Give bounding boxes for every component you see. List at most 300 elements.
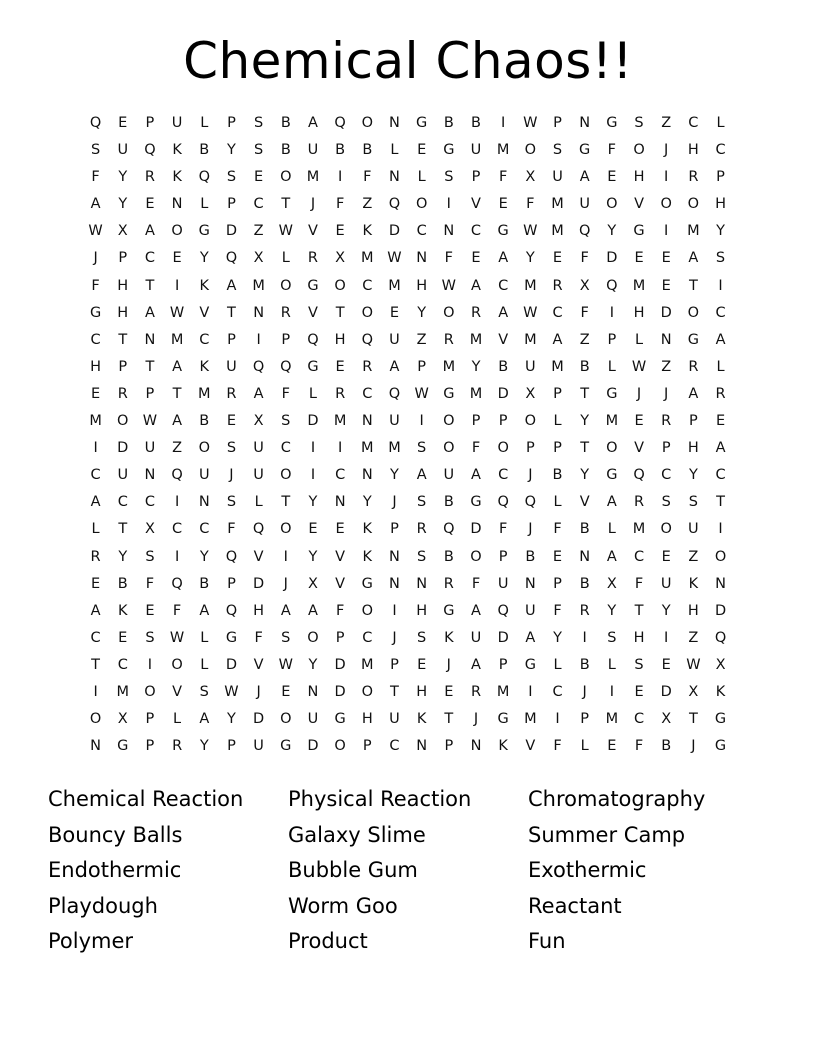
grid-cell[interactable]: Q (388, 196, 401, 213)
grid-cell[interactable]: Y (118, 548, 128, 565)
grid-cell[interactable]: P (227, 115, 236, 131)
grid-cell[interactable]: B (443, 115, 454, 131)
grid-cell[interactable]: A (416, 467, 427, 484)
grid-cell[interactable]: O (606, 196, 618, 213)
grid-cell[interactable]: B (199, 142, 210, 159)
grid-cell[interactable]: E (417, 656, 427, 673)
grid-cell[interactable]: E (552, 250, 563, 267)
grid-cell[interactable]: F (498, 169, 508, 186)
grid-cell[interactable]: M (388, 277, 401, 294)
grid-cell[interactable]: M (524, 277, 537, 294)
word-list-item[interactable]: Chromatography (528, 787, 706, 811)
grid-cell[interactable]: E (389, 304, 400, 321)
grid-cell[interactable]: L (200, 115, 209, 131)
grid-cell[interactable]: C (552, 683, 563, 700)
grid-cell[interactable]: N (660, 331, 672, 348)
grid-cell[interactable]: X (144, 521, 155, 538)
grid-cell[interactable]: E (145, 602, 155, 619)
grid-cell[interactable]: Q (633, 467, 645, 484)
grid-cell[interactable]: J (392, 494, 397, 511)
grid-cell[interactable]: G (416, 115, 428, 131)
grid-cell[interactable]: D (225, 656, 238, 673)
grid-cell[interactable]: Z (579, 331, 590, 348)
grid-cell[interactable]: P (145, 115, 155, 131)
grid-cell[interactable]: K (362, 521, 373, 538)
word-list-item[interactable]: Summer Camp (528, 822, 686, 847)
grid-cell[interactable]: U (226, 358, 237, 375)
grid-cell[interactable]: L (200, 656, 209, 673)
grid-cell[interactable]: O (171, 656, 183, 673)
grid-cell[interactable]: W (387, 250, 402, 267)
grid-cell[interactable]: C (715, 142, 726, 159)
grid-cell[interactable]: S (254, 142, 264, 159)
grid-cell[interactable]: W (224, 683, 239, 700)
grid-cell[interactable]: M (551, 358, 564, 375)
grid-cell[interactable]: A (579, 169, 590, 186)
grid-cell[interactable]: L (200, 196, 209, 213)
grid-cell[interactable]: A (172, 413, 183, 430)
grid-cell[interactable]: O (280, 467, 292, 484)
grid-cell[interactable]: R (307, 250, 318, 267)
grid-cell[interactable]: F (580, 304, 589, 321)
grid-cell[interactable]: Z (416, 331, 427, 348)
grid-cell[interactable]: P (471, 413, 481, 430)
grid-cell[interactable]: D (253, 711, 265, 728)
grid-cell[interactable]: Q (252, 521, 265, 538)
grid-cell[interactable]: Y (118, 196, 128, 213)
grid-cell[interactable]: W (441, 277, 456, 294)
grid-cell[interactable]: W (278, 656, 293, 673)
grid-cell[interactable]: Q (714, 629, 727, 646)
grid-cell[interactable]: D (660, 304, 672, 321)
grid-cell[interactable]: R (226, 385, 237, 402)
grid-cell[interactable]: C (688, 115, 699, 131)
grid-cell[interactable]: C (362, 385, 373, 402)
word-list-item[interactable]: Physical Reaction (288, 787, 472, 811)
grid-cell[interactable]: D (334, 683, 346, 700)
grid-cell[interactable]: U (525, 602, 536, 619)
grid-cell[interactable]: H (117, 304, 129, 321)
grid-cell[interactable]: K (199, 358, 210, 375)
grid-cell[interactable]: X (525, 169, 536, 186)
grid-cell[interactable]: B (579, 575, 590, 592)
grid-cell[interactable]: U (470, 629, 482, 646)
grid-cell[interactable]: Y (308, 656, 318, 673)
grid-cell[interactable]: L (200, 629, 209, 646)
grid-cell[interactable]: S (417, 629, 427, 646)
grid-cell[interactable]: N (416, 250, 428, 267)
grid-cell[interactable]: T (634, 602, 644, 619)
grid-cell[interactable]: I (664, 223, 669, 240)
grid-cell[interactable]: R (443, 575, 454, 592)
grid-cell[interactable]: O (361, 304, 374, 321)
grid-cell[interactable]: C (117, 656, 128, 673)
grid-cell[interactable]: N (361, 467, 373, 484)
grid-cell[interactable]: H (117, 277, 129, 294)
grid-cell[interactable]: N (253, 304, 265, 321)
grid-cell[interactable]: N (90, 738, 102, 755)
grid-cell[interactable]: K (172, 142, 182, 159)
grid-cell[interactable]: A (226, 277, 237, 294)
grid-cell[interactable]: D (470, 521, 482, 538)
grid-cell[interactable]: V (471, 196, 481, 213)
grid-cell[interactable]: G (714, 738, 727, 755)
grid-cell[interactable]: F (553, 521, 562, 538)
grid-cell[interactable]: H (361, 711, 373, 728)
grid-cell[interactable]: G (606, 115, 618, 131)
word-list-item[interactable]: Polymer (48, 929, 134, 954)
grid-cell[interactable]: L (716, 358, 725, 375)
grid-cell[interactable]: H (633, 304, 645, 321)
grid-cell[interactable]: H (687, 142, 699, 159)
grid-cell[interactable]: O (524, 142, 537, 159)
grid-cell[interactable]: J (283, 575, 288, 592)
grid-cell[interactable]: M (687, 223, 700, 240)
grid-cell[interactable]: F (553, 602, 562, 619)
grid-cell[interactable]: U (497, 575, 509, 592)
grid-cell[interactable]: O (443, 440, 455, 457)
grid-cell[interactable]: Q (497, 602, 509, 619)
grid-cell[interactable]: W (169, 629, 185, 646)
grid-cell[interactable]: B (362, 142, 373, 159)
grid-cell[interactable]: C (144, 494, 155, 511)
grid-cell[interactable]: V (172, 683, 183, 700)
grid-cell[interactable]: F (227, 521, 236, 538)
grid-cell[interactable]: A (688, 250, 699, 267)
grid-cell[interactable]: A (144, 304, 155, 321)
grid-cell[interactable]: V (253, 548, 264, 565)
grid-cell[interactable]: N (389, 115, 400, 131)
grid-cell[interactable]: M (116, 683, 130, 700)
grid-cell[interactable]: L (254, 494, 263, 511)
grid-cell[interactable]: L (634, 331, 644, 348)
grid-cell[interactable]: R (715, 385, 726, 402)
grid-cell[interactable]: G (334, 711, 346, 728)
grid-cell[interactable]: K (715, 683, 726, 700)
grid-cell[interactable]: K (362, 223, 373, 240)
grid-cell[interactable]: J (310, 196, 316, 213)
grid-cell[interactable]: G (633, 223, 645, 240)
word-list-item[interactable]: Fun (528, 929, 566, 954)
grid-cell[interactable]: U (389, 711, 400, 728)
grid-cell[interactable]: A (199, 602, 210, 619)
grid-cell[interactable]: N (470, 738, 482, 755)
grid-cell[interactable]: P (553, 440, 562, 457)
grid-cell[interactable]: O (198, 440, 210, 457)
word-list-item[interactable]: Product (288, 929, 368, 954)
grid-cell[interactable]: N (416, 738, 428, 755)
grid-cell[interactable]: A (715, 331, 726, 348)
grid-cell[interactable]: P (227, 738, 236, 755)
grid-cell[interactable]: I (664, 629, 669, 646)
grid-cell[interactable]: Z (172, 440, 183, 457)
grid-cell[interactable]: T (688, 277, 698, 294)
grid-cell[interactable]: Y (308, 494, 318, 511)
grid-cell[interactable]: C (661, 467, 672, 484)
grid-cell[interactable]: C (280, 440, 291, 457)
grid-cell[interactable]: Q (252, 358, 265, 375)
grid-cell[interactable]: D (714, 602, 727, 619)
grid-cell[interactable]: A (199, 711, 210, 728)
grid-cell[interactable]: R (90, 548, 101, 565)
grid-cell[interactable]: Q (198, 169, 210, 186)
grid-cell[interactable]: W (523, 223, 538, 240)
grid-cell[interactable]: E (634, 250, 644, 267)
grid-cell[interactable]: Y (580, 413, 590, 430)
grid-cell[interactable]: F (471, 575, 481, 592)
grid-cell[interactable]: V (634, 440, 644, 457)
grid-cell[interactable]: O (443, 413, 455, 430)
grid-cell[interactable]: W (142, 413, 158, 430)
grid-cell[interactable]: S (715, 250, 726, 267)
grid-cell[interactable]: Z (253, 223, 264, 240)
grid-cell[interactable]: O (660, 196, 672, 213)
grid-cell[interactable]: C (253, 196, 264, 213)
grid-cell[interactable]: C (633, 711, 645, 728)
grid-cell[interactable]: Q (89, 115, 102, 131)
grid-cell[interactable]: P (227, 331, 236, 348)
grid-cell[interactable]: M (333, 413, 347, 430)
grid-cell[interactable]: F (281, 385, 290, 402)
grid-cell[interactable]: K (416, 711, 427, 728)
grid-cell[interactable]: Q (497, 494, 509, 511)
grid-cell[interactable]: M (605, 413, 619, 430)
grid-cell[interactable]: S (90, 142, 101, 159)
grid-cell[interactable]: G (443, 385, 455, 402)
grid-cell[interactable]: H (687, 440, 699, 457)
grid-cell[interactable]: E (254, 169, 264, 186)
grid-cell[interactable]: I (609, 304, 614, 321)
grid-cell[interactable]: O (361, 115, 374, 131)
word-list-item[interactable]: Endothermic (48, 858, 182, 883)
grid-cell[interactable]: Q (225, 548, 238, 565)
grid-cell[interactable]: A (471, 277, 481, 294)
word-list-item[interactable]: Galaxy Slime (288, 822, 426, 847)
grid-cell[interactable]: Q (307, 331, 319, 348)
grid-cell[interactable]: A (715, 440, 726, 457)
grid-cell[interactable]: E (634, 683, 644, 700)
grid-cell[interactable]: S (226, 169, 237, 186)
grid-cell[interactable]: A (280, 602, 291, 619)
grid-cell[interactable]: D (307, 413, 319, 430)
grid-cell[interactable]: U (389, 331, 400, 348)
grid-cell[interactable]: Q (388, 385, 401, 402)
grid-cell[interactable]: E (661, 656, 671, 673)
grid-cell[interactable]: O (687, 304, 700, 321)
grid-cell[interactable]: V (308, 304, 318, 321)
grid-cell[interactable]: U (389, 413, 400, 430)
grid-cell[interactable]: R (117, 385, 128, 402)
grid-cell[interactable]: I (174, 277, 180, 294)
grid-cell[interactable]: V (579, 494, 590, 511)
grid-cell[interactable]: H (334, 331, 346, 348)
word-list-item[interactable]: Chemical Reaction (48, 787, 244, 811)
grid-cell[interactable]: J (636, 385, 642, 402)
grid-cell[interactable]: O (280, 521, 292, 538)
grid-cell[interactable]: X (117, 223, 128, 240)
grid-cell[interactable]: P (525, 440, 535, 457)
grid-cell[interactable]: Y (118, 169, 128, 186)
grid-cell[interactable]: A (253, 385, 264, 402)
grid-cell[interactable]: F (335, 196, 345, 213)
grid-cell[interactable]: S (444, 169, 454, 186)
grid-cell[interactable]: R (579, 602, 590, 619)
grid-cell[interactable]: D (253, 575, 265, 592)
grid-cell[interactable]: I (446, 196, 451, 213)
grid-cell[interactable]: P (553, 385, 562, 402)
grid-cell[interactable]: H (416, 277, 428, 294)
grid-cell[interactable]: N (579, 115, 591, 131)
grid-cell[interactable]: N (389, 575, 400, 592)
grid-cell[interactable]: N (443, 223, 455, 240)
grid-cell[interactable]: H (715, 196, 726, 213)
grid-cell[interactable]: F (607, 142, 617, 159)
grid-cell[interactable]: R (144, 169, 155, 186)
grid-cell[interactable]: U (253, 738, 264, 755)
grid-cell[interactable]: T (390, 683, 399, 700)
grid-cell[interactable]: A (389, 358, 400, 375)
grid-cell[interactable]: X (117, 711, 128, 728)
grid-cell[interactable]: M (170, 331, 184, 348)
grid-cell[interactable]: Z (362, 196, 373, 213)
grid-cell[interactable]: E (118, 629, 128, 646)
grid-cell[interactable]: G (524, 656, 536, 673)
grid-cell[interactable]: E (661, 548, 671, 565)
grid-cell[interactable]: I (93, 683, 98, 700)
grid-cell[interactable]: Y (199, 250, 209, 267)
grid-cell[interactable]: W (169, 304, 185, 321)
word-list-item[interactable]: Reactant (528, 893, 622, 918)
grid-cell[interactable]: D (660, 683, 672, 700)
grid-cell[interactable]: Y (553, 629, 562, 646)
grid-cell[interactable]: O (280, 711, 292, 728)
grid-cell[interactable]: A (144, 223, 155, 240)
grid-cell[interactable]: W (414, 385, 429, 402)
grid-cell[interactable]: R (633, 494, 645, 511)
grid-cell[interactable]: C (498, 277, 509, 294)
grid-cell[interactable]: I (555, 711, 560, 728)
grid-cell[interactable]: E (172, 250, 182, 267)
grid-cell[interactable]: F (254, 629, 263, 646)
grid-cell[interactable]: J (691, 738, 696, 755)
grid-cell[interactable]: Y (471, 358, 481, 375)
grid-cell[interactable]: E (715, 413, 726, 430)
grid-cell[interactable]: B (579, 358, 590, 375)
grid-cell[interactable]: O (415, 196, 428, 213)
grid-cell[interactable]: A (552, 331, 563, 348)
grid-cell[interactable]: B (579, 521, 590, 538)
grid-cell[interactable]: Y (199, 738, 209, 755)
grid-cell[interactable]: C (389, 738, 400, 755)
grid-cell[interactable]: N (389, 548, 400, 565)
grid-cell[interactable]: P (498, 656, 508, 673)
grid-cell[interactable]: S (145, 629, 155, 646)
grid-cell[interactable]: U (579, 196, 590, 213)
grid-cell[interactable]: Y (227, 142, 236, 159)
grid-cell[interactable]: P (390, 521, 399, 538)
grid-cell[interactable]: S (661, 494, 671, 511)
grid-cell[interactable]: S (417, 548, 427, 565)
grid-cell[interactable]: A (471, 656, 481, 673)
grid-cell[interactable]: J (582, 683, 587, 700)
grid-cell[interactable]: M (632, 277, 646, 294)
grid-cell[interactable]: R (470, 304, 482, 321)
grid-cell[interactable]: Q (524, 494, 537, 511)
grid-cell[interactable]: Y (227, 711, 236, 728)
grid-cell[interactable]: G (307, 358, 319, 375)
grid-cell[interactable]: B (661, 738, 672, 755)
grid-cell[interactable]: O (361, 683, 374, 700)
grid-cell[interactable]: Q (171, 467, 183, 484)
grid-cell[interactable]: P (607, 331, 617, 348)
grid-cell[interactable]: J (229, 467, 234, 484)
grid-cell[interactable]: B (471, 115, 481, 131)
grid-cell[interactable]: E (607, 169, 617, 186)
grid-cell[interactable]: P (362, 738, 372, 755)
grid-cell[interactable]: C (715, 304, 726, 321)
grid-cell[interactable]: P (118, 358, 128, 375)
grid-cell[interactable]: I (582, 629, 587, 646)
grid-cell[interactable]: O (280, 277, 292, 294)
grid-cell[interactable]: S (634, 656, 644, 673)
grid-cell[interactable]: V (253, 656, 264, 673)
grid-cell[interactable]: O (361, 602, 374, 619)
grid-cell[interactable]: L (553, 656, 562, 673)
grid-cell[interactable]: N (579, 548, 591, 565)
grid-cell[interactable]: P (390, 656, 399, 673)
grid-cell[interactable]: L (308, 385, 317, 402)
grid-cell[interactable]: T (145, 277, 155, 294)
grid-cell[interactable]: I (609, 683, 614, 700)
grid-cell[interactable]: E (281, 683, 291, 700)
grid-cell[interactable]: L (607, 521, 616, 538)
grid-cell[interactable]: G (361, 575, 373, 592)
grid-cell[interactable]: J (256, 683, 261, 700)
grid-cell[interactable]: L (417, 169, 426, 186)
grid-cell[interactable]: F (91, 169, 100, 186)
grid-cell[interactable]: U (307, 711, 319, 728)
grid-cell[interactable]: T (227, 304, 236, 321)
grid-cell[interactable]: Y (607, 223, 617, 240)
grid-cell[interactable]: U (307, 142, 319, 159)
grid-cell[interactable]: W (631, 358, 647, 375)
grid-cell[interactable]: J (528, 521, 533, 538)
grid-cell[interactable]: G (497, 711, 509, 728)
grid-cell[interactable]: U (525, 358, 536, 375)
grid-cell[interactable]: E (661, 250, 671, 267)
grid-cell[interactable]: O (171, 223, 183, 240)
grid-cell[interactable]: E (91, 385, 101, 402)
grid-cell[interactable]: N (334, 494, 346, 511)
grid-cell[interactable]: L (607, 656, 616, 673)
grid-cell[interactable]: C (144, 250, 155, 267)
grid-cell[interactable]: W (523, 115, 538, 131)
grid-cell[interactable]: S (281, 629, 291, 646)
grid-cell[interactable]: Z (661, 115, 672, 131)
grid-cell[interactable]: H (633, 629, 645, 646)
grid-cell[interactable]: I (501, 115, 506, 131)
grid-cell[interactable]: T (580, 385, 590, 402)
grid-cell[interactable]: L (173, 711, 182, 728)
grid-cell[interactable]: N (416, 575, 428, 592)
grid-cell[interactable]: T (580, 440, 590, 457)
grid-cell[interactable]: Z (688, 629, 699, 646)
grid-cell[interactable]: D (388, 223, 401, 240)
grid-cell[interactable]: L (607, 358, 616, 375)
grid-cell[interactable]: P (716, 169, 725, 186)
grid-cell[interactable]: J (528, 467, 533, 484)
grid-cell[interactable]: D (497, 385, 509, 402)
